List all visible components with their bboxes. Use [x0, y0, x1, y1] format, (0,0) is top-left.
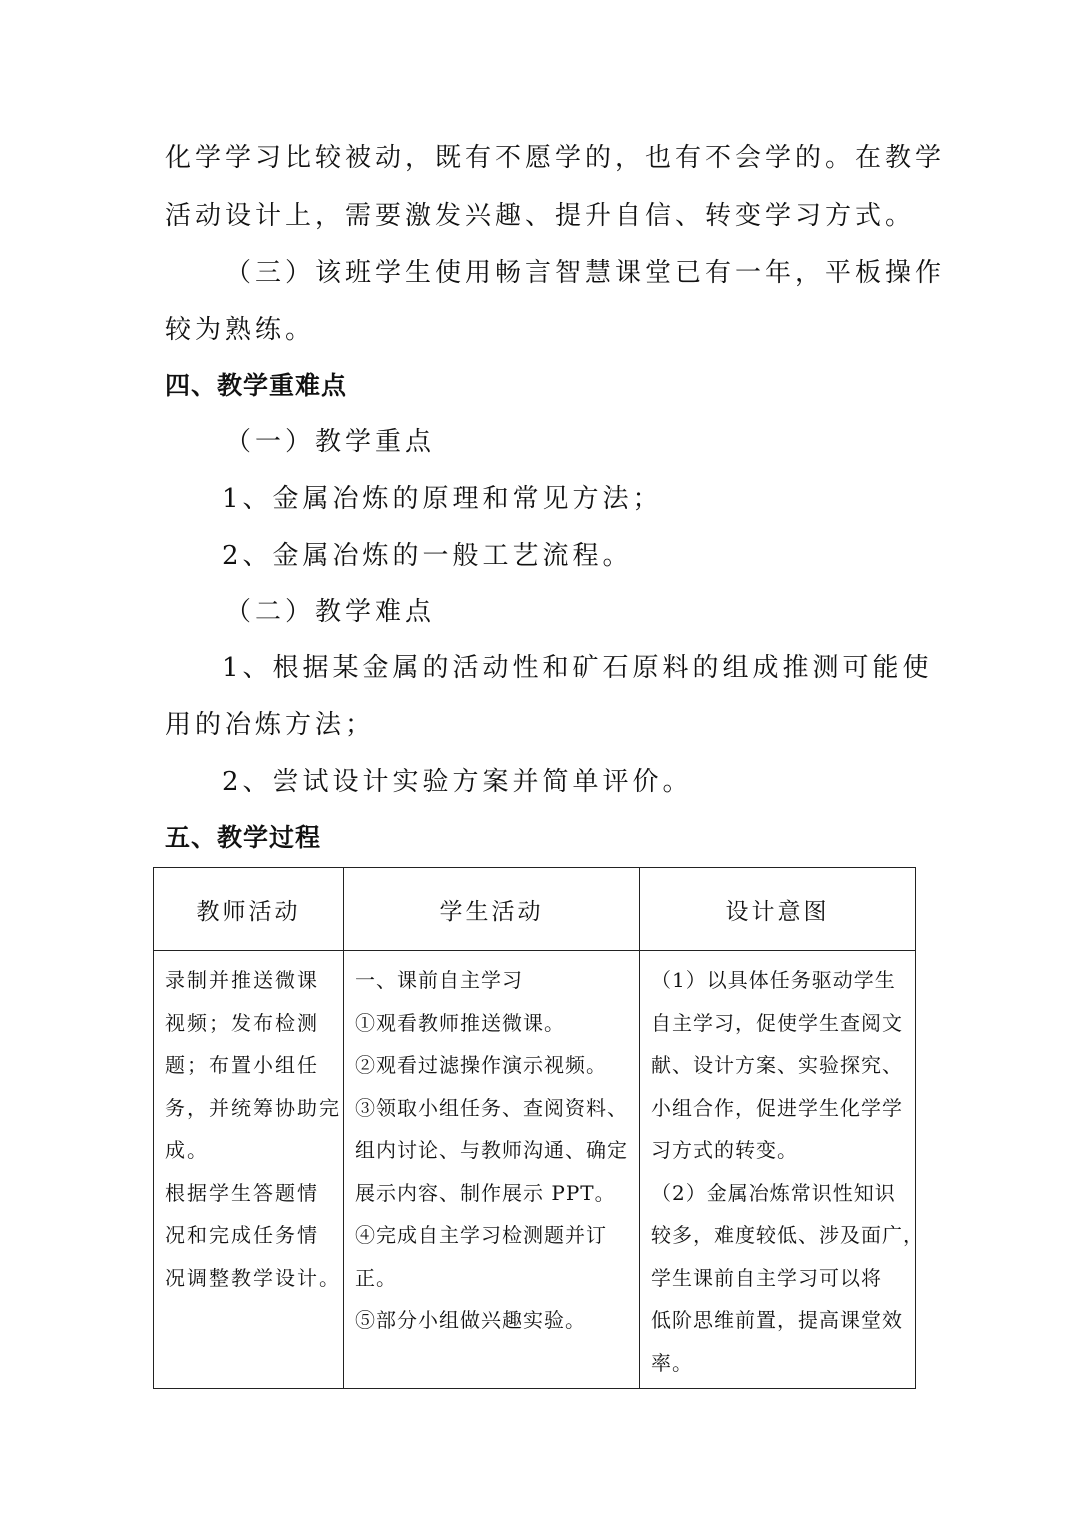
intent-line: 较多，难度较低、涉及面广， [651, 1223, 924, 1247]
intent-line: 小组合作，促进学生化学学 [651, 1095, 903, 1120]
intent-line: 学生课前自主学习可以将 [651, 1265, 882, 1290]
key-point-2: 2、金属冶炼的一般工艺流程。 [222, 541, 633, 571]
teacher-line: 根据学生答题情 [165, 1180, 319, 1205]
subheading-key-points: （一）教学重点 [225, 427, 436, 457]
student-line: ②观看过滤操作演示视频。 [355, 1053, 607, 1077]
teacher-line: 务，并统筹协助完 [165, 1095, 341, 1120]
student-line: ③领取小组任务、查阅资料、 [355, 1095, 628, 1120]
intent-line: 自主学习，促使学生查阅文 [651, 1010, 903, 1035]
section-heading-5: 五、教学过程 [165, 823, 322, 852]
teaching-process-table [153, 867, 924, 1389]
teacher-line: 视频；发布检测 [165, 1010, 319, 1035]
student-line: ④完成自主学习检测题并订 [355, 1223, 607, 1247]
teacher-line: 况调整教学设计。 [165, 1265, 341, 1290]
difficulty-1-line1: 1、根据某金属的活动性和矿石原料的组成推测可能使 [222, 653, 933, 683]
student-activity-cell [344, 951, 640, 1389]
student-line: ①观看教师推送微课。 [355, 1010, 565, 1035]
table-row [154, 951, 916, 1389]
header-teacher-activity: 教师活动 [154, 868, 344, 951]
paragraph-line: 活动设计上，需要激发兴趣、提升自信、转变学习方式。 [165, 201, 916, 231]
intent-line: 习方式的转变。 [651, 1138, 798, 1162]
section-heading-4: 四、教学重难点 [165, 371, 348, 400]
student-line: 一、课前自主学习 [355, 968, 523, 992]
header-design-intent: 设计意图 [640, 868, 916, 951]
intent-line: （1）以具体任务驱动学生 [651, 968, 896, 992]
teacher-line: 题；布置小组任 [165, 1053, 319, 1077]
teacher-activity-cell [154, 951, 344, 1389]
difficulty-2: 2、尝试设计实验方案并简单评价。 [222, 767, 693, 797]
key-point-1: 1、金属冶炼的原理和常见方法； [222, 484, 663, 514]
difficulty-1-line2: 用的冶炼方法； [165, 710, 376, 740]
intent-line: 献、设计方案、实验探究、 [651, 1053, 903, 1077]
paragraph-line: （三）该班学生使用畅言智慧课堂已有一年，平板操作 [225, 258, 946, 288]
intent-line: 低阶思维前置，提高课堂效 [651, 1308, 903, 1332]
student-line: 组内讨论、与教师沟通、确定 [355, 1138, 628, 1162]
teacher-line: 录制并推送微课 [165, 968, 319, 992]
paragraph-line: 化学学习比较被动，既有不愿学的，也有不会学的。在教学 [165, 143, 946, 173]
intent-line: 率。 [651, 1350, 693, 1375]
teacher-line: 况和完成任务情 [165, 1223, 319, 1247]
subheading-difficulties: （二）教学难点 [225, 597, 436, 627]
intent-line: （2）金属冶炼常识性知识 [651, 1180, 896, 1205]
teacher-line: 成。 [165, 1138, 209, 1162]
paragraph-line: 较为熟练。 [165, 315, 316, 345]
student-line: ⑤部分小组做兴趣实验。 [355, 1308, 586, 1332]
student-line: 正。 [355, 1265, 397, 1290]
student-line: 展示内容、制作展示 PPT。 [355, 1180, 616, 1205]
table-header-row [154, 868, 916, 951]
design-intent-cell [640, 951, 924, 1389]
header-student-activity: 学生活动 [344, 868, 640, 951]
